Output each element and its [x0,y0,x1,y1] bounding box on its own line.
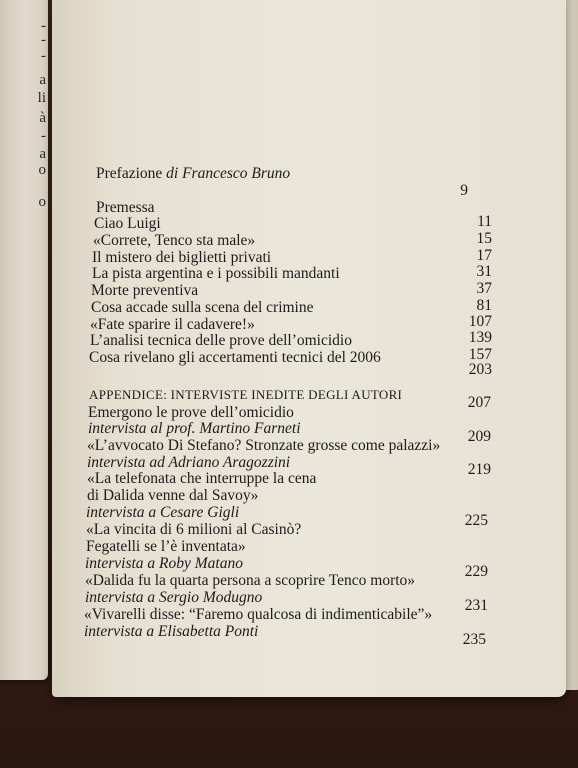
toc-entry: Ciao Luigi [94,215,161,232]
toc-preface-label: Prefazione [96,165,163,182]
toc-preface-page: 9 [460,182,468,199]
toc-entry: Cosa rivelano gli accertamenti tecnici del 2006 [89,349,381,366]
toc-entry: Cosa accade sulla scena del crimine [91,299,314,316]
toc-page-number: 225 [464,512,488,529]
toc-page-number: 231 [464,597,488,614]
toc-page-number: 157 [468,346,492,363]
appendix-entry: «Dalida fu la quarta persona a scoprire Tenco morto» [85,572,416,589]
toc-preface-author-prefix: di [166,165,179,182]
left-page-fragment: o [38,162,46,178]
appendix-entry: Fegatelli se l’è inventata» [86,538,246,555]
toc-preface [96,166,290,182]
toc-page-number: 219 [467,461,491,478]
appendix-interviewee: intervista al prof. Martino Farneti [88,420,301,437]
toc-page-number: 107 [468,313,492,330]
toc-page-number: 11 [477,213,492,230]
toc-page-number: 17 [476,247,492,264]
toc-page-number: 15 [476,230,492,247]
toc-entry: La pista argentina e i possibili mandanti [92,265,340,282]
appendix-entry: «L’avvocato Di Stefano? Stronzate grosse come palazzi» [87,437,441,454]
toc-page-number: 31 [476,263,492,280]
appendix-interviewee: intervista a Cesare Gigli [86,504,240,521]
left-page-fragment: o [38,194,46,210]
left-page-fragment: a [39,72,46,88]
toc-entry: Il mistero dei biglietti privati [92,249,272,266]
toc-entry: Premessa [96,199,155,216]
toc-entry: «Fate sparire il cadavere!» [90,316,255,333]
left-page-fragment: à [39,110,46,126]
appendix-interviewee: intervista ad Adriano Aragozzini [87,454,291,471]
toc-page-number: 229 [464,563,488,580]
appendix-entry: «Vivarelli disse: “Faremo qualcosa di indimenticabile”» [84,606,433,623]
left-page-fragment: - [41,48,46,64]
left-page-fragment: - [41,18,46,34]
toc-page-number: 235 [462,631,486,648]
toc-page-number: 209 [467,428,491,445]
toc-page-number: 81 [476,297,492,314]
appendix-interviewee: intervista a Elisabetta Ponti [84,623,259,640]
appendix-entry: «La telefonata che interruppe la cena [87,470,317,487]
toc-page-number: 203 [468,361,492,378]
appendix-entry: Emergono le prove dell’omicidio [88,404,294,421]
toc-entry: «Correte, Tenco sta male» [93,232,256,249]
left-page-fragment: a [39,146,46,162]
left-page-fragment: - [41,128,46,144]
appendix-interviewee: intervista a Roby Matano [85,555,243,572]
toc-preface-author: Francesco Bruno [182,165,291,182]
toc-page-number: 207 [467,394,491,411]
toc-entry: L’analisi tecnica delle prove dell’omicidio [90,332,352,349]
toc-page-number: 139 [468,329,492,346]
left-page-fragment: li [37,90,46,106]
toc-page-number: 37 [476,280,492,297]
appendix-entry: «La vincita di 6 milioni al Casinò? [86,521,302,538]
appendix-heading: APPENDICE: INTERVISTE INEDITE DEGLI AUTORI [89,387,403,402]
appendix-interviewee: intervista a Sergio Modugno [85,589,263,606]
left-page-fragment: - [41,32,46,48]
toc-entry: Morte preventiva [91,282,199,299]
appendix-entry: di Dalida venne dal Savoy» [87,487,259,504]
